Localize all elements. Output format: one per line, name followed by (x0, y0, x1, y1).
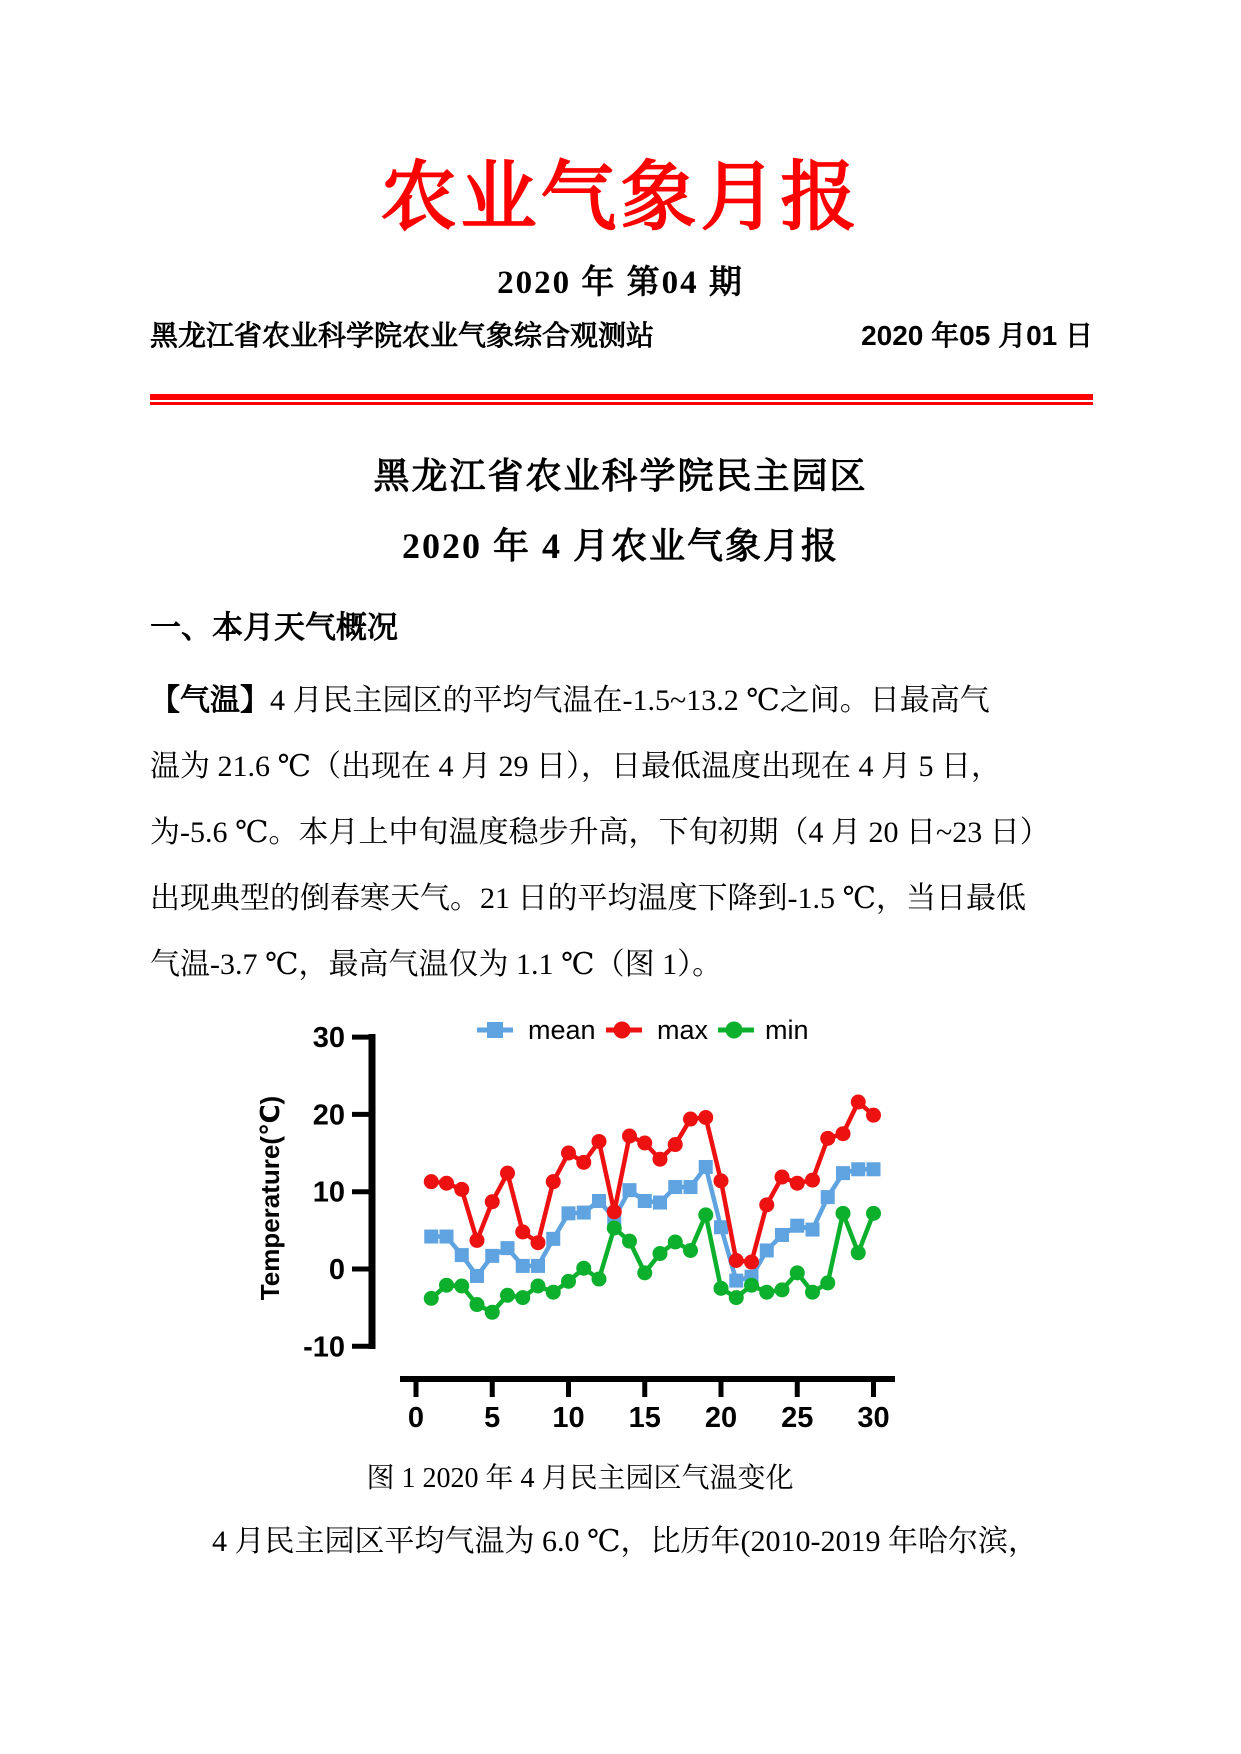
min-marker (576, 1261, 591, 1276)
min-marker (561, 1274, 576, 1289)
mean-marker (790, 1219, 804, 1233)
min-marker (759, 1285, 774, 1300)
max-marker (576, 1155, 591, 1170)
mean-marker (531, 1259, 545, 1273)
min-marker (790, 1265, 805, 1280)
min-marker (546, 1285, 561, 1300)
min-marker (470, 1297, 485, 1312)
max-marker (424, 1174, 439, 1189)
min-marker (653, 1246, 668, 1261)
section-heading: 一、本月天气概况 (150, 610, 398, 645)
y-tick-label: 30 (312, 1022, 345, 1055)
legend-marker-mean (487, 1022, 503, 1038)
temperature-chart (245, 1008, 925, 1438)
legend-marker-min (726, 1022, 743, 1039)
min-marker (714, 1281, 729, 1296)
max-marker (470, 1233, 485, 1248)
x-tick-label: 20 (704, 1402, 738, 1434)
min-marker (698, 1207, 713, 1222)
org-name: 黑龙江省农业科学院农业气象综合观测站 (150, 320, 655, 351)
mean-marker (455, 1248, 469, 1262)
mean-marker (623, 1183, 637, 1197)
series-max (424, 1095, 881, 1270)
min-marker (744, 1278, 759, 1293)
mean-marker (684, 1180, 698, 1194)
mean-marker (485, 1249, 499, 1263)
rule-thick-line (150, 394, 1093, 400)
min-marker (424, 1291, 439, 1306)
min-marker (851, 1245, 866, 1260)
rule-thin-line (150, 402, 1093, 405)
mean-marker (546, 1232, 560, 1246)
mean-marker (760, 1243, 774, 1257)
y-axis-label: Temperature(℃) (255, 1095, 285, 1301)
max-marker (729, 1253, 744, 1268)
mean-marker (714, 1220, 728, 1234)
x-tick-label: 15 (628, 1402, 661, 1434)
y-tick-label: 20 (312, 1099, 345, 1132)
min-marker (729, 1290, 744, 1305)
y-tick-label: -10 (303, 1331, 345, 1364)
min-marker (683, 1243, 698, 1258)
paragraph-line-4: 出现典型的倒春寒天气。21 日的平均温度下降到-1.5 ℃，当日最低 (150, 882, 1027, 915)
mean-marker (821, 1190, 835, 1204)
report-date: 2020 年05 月01 日 (861, 320, 1093, 351)
max-marker (866, 1108, 881, 1123)
mean-marker (653, 1196, 667, 1210)
min-marker (500, 1288, 515, 1303)
min-marker (836, 1206, 851, 1221)
header-row (150, 314, 1093, 354)
temperature-label: 【气温】 (150, 684, 270, 717)
mean-marker (775, 1228, 789, 1242)
legend-label-mean: mean (528, 1015, 596, 1045)
min-marker (668, 1234, 683, 1249)
max-marker (698, 1110, 713, 1125)
max-marker (744, 1255, 759, 1270)
max-marker (668, 1137, 683, 1152)
max-marker (546, 1174, 561, 1189)
max-marker (531, 1235, 546, 1250)
mean-marker (867, 1162, 881, 1176)
min-marker (805, 1285, 820, 1300)
max-marker (851, 1095, 866, 1110)
report-title-line1: 黑龙江省农业科学院民主园区 (373, 456, 868, 496)
x-tick-label: 25 (781, 1402, 814, 1434)
mean-marker (699, 1160, 713, 1174)
figure-caption: 图 1 2020 年 4 月民主园区气温变化 (366, 1463, 794, 1494)
min-marker (531, 1279, 546, 1294)
max-marker (500, 1166, 515, 1181)
min-marker (820, 1275, 835, 1290)
max-marker (759, 1197, 774, 1212)
x-tick-label: 30 (857, 1402, 890, 1434)
mean-marker (501, 1241, 515, 1255)
min-marker (439, 1278, 454, 1293)
x-tick-label: 0 (407, 1402, 425, 1434)
paragraph-line-3: 为-5.6 ℃。本月上中旬温度稳步升高，下旬初期（4 月 20 日~23 日） (150, 816, 1050, 849)
legend-label-min: min (765, 1015, 809, 1045)
mean-marker (638, 1194, 652, 1208)
y-tick-label: 0 (328, 1254, 345, 1286)
header-double-rule (150, 394, 1093, 405)
max-marker (820, 1131, 835, 1146)
min-marker (775, 1282, 790, 1297)
chart-legend (477, 1015, 809, 1045)
max-marker (683, 1112, 698, 1127)
issue-line: 2020 年 第04 期 (497, 265, 744, 301)
min-marker (485, 1305, 500, 1320)
y-tick-label: 10 (312, 1176, 345, 1209)
mean-marker (470, 1269, 484, 1283)
max-marker (561, 1146, 576, 1161)
x-tick-label: 5 (484, 1402, 501, 1434)
max-marker (622, 1129, 637, 1144)
mean-marker (729, 1274, 743, 1288)
paragraph-average: 4 月民主园区平均气温为 6.0 ℃，比历年(2010-2019 年哈尔滨， (212, 1525, 1039, 1558)
report-title-line2: 2020 年 4 月农业气象月报 (401, 526, 839, 566)
mean-marker (851, 1162, 865, 1176)
paragraph-line-2: 温为 21.6 ℃（出现在 4 月 29 日），日最低温度出现在 4 月 5 日， (150, 750, 1002, 783)
max-marker (805, 1173, 820, 1188)
max-marker (485, 1194, 500, 1209)
max-marker (714, 1173, 729, 1188)
min-marker (866, 1206, 881, 1221)
paragraph-temperature (150, 668, 1100, 998)
mean-marker (440, 1230, 454, 1244)
min-marker (454, 1279, 469, 1294)
min-marker (592, 1272, 607, 1287)
min-marker (515, 1290, 530, 1305)
max-marker (439, 1176, 454, 1191)
max-marker (637, 1136, 652, 1151)
mean-marker (668, 1180, 682, 1194)
paragraph-line-1: 【气温】4 月民主园区的平均气温在-1.5~13.2 ℃之间。日最高气 (150, 684, 990, 717)
min-marker (622, 1234, 637, 1249)
x-tick-label: 10 (552, 1402, 585, 1434)
mean-marker (806, 1223, 820, 1237)
min-marker (607, 1221, 622, 1236)
max-marker (515, 1224, 530, 1239)
mean-marker (516, 1259, 530, 1273)
max-marker (607, 1204, 622, 1219)
legend-label-max: max (657, 1015, 709, 1045)
doc-title: 农业气象月报 (380, 156, 861, 240)
mean-marker (562, 1206, 576, 1220)
legend-marker-max (614, 1022, 631, 1039)
max-marker (775, 1170, 790, 1185)
max-marker (790, 1176, 805, 1191)
max-marker (592, 1134, 607, 1149)
mean-marker (577, 1206, 591, 1220)
mean-marker (592, 1194, 606, 1208)
mean-marker (836, 1166, 850, 1180)
max-marker (653, 1152, 668, 1167)
min-marker (637, 1265, 652, 1280)
max-marker (454, 1182, 469, 1197)
paragraph-line-5: 气温-3.7 ℃，最高气温仅为 1.1 ℃（图 1）。 (150, 948, 723, 981)
max-marker (836, 1126, 851, 1141)
mean-marker (424, 1230, 438, 1244)
